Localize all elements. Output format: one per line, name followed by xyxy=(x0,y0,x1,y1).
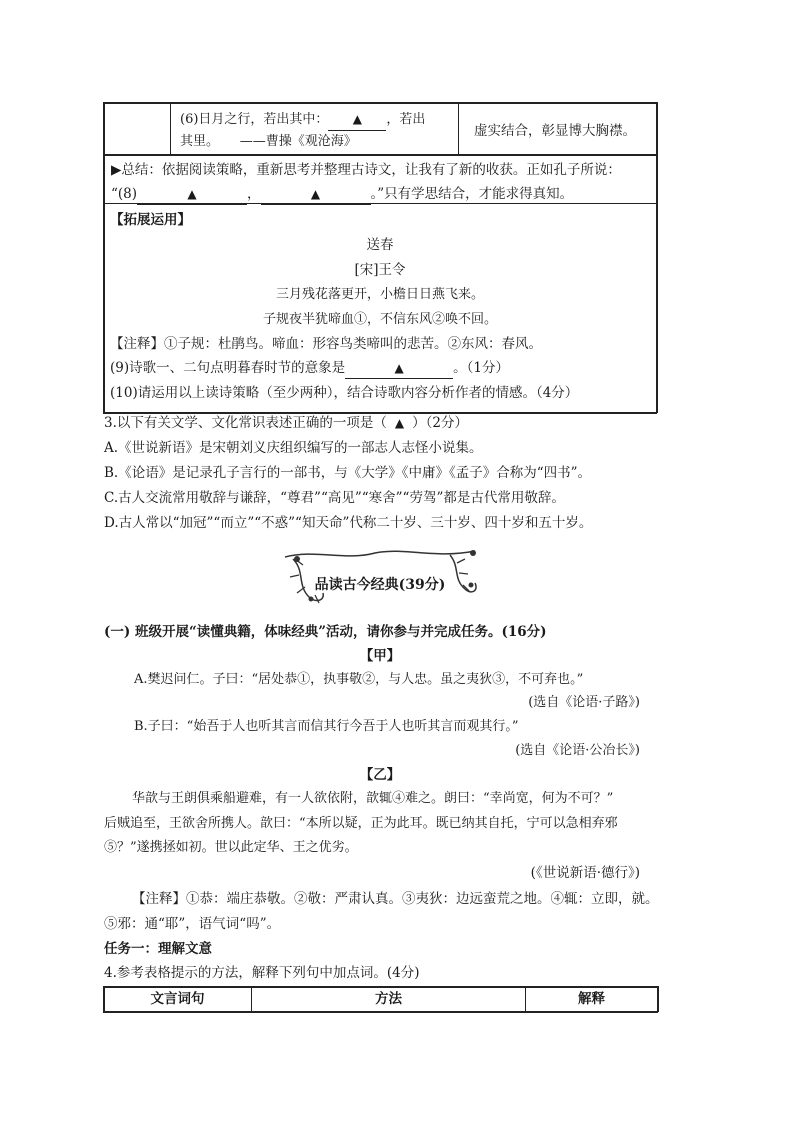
option-b: B.《论语》是记录孔子言行的一部书，与《大学》《中庸》《孟子》合称为“四书”。 xyxy=(104,465,592,481)
yi-label: 【乙】 xyxy=(359,767,401,783)
table2-header-phrase: 文言词句 xyxy=(150,991,205,1007)
yi-line3: ⑤？”遂携拯如初。世以此定华、王之优劣。 xyxy=(104,840,358,855)
poem-line1: 三月残花落更开，小檐日日燕飞来。 xyxy=(275,287,484,302)
poem-line2: 子规夜半犹啼血①，不信东风②唤不回。 xyxy=(262,312,497,327)
jia-b-source: (选自《论语·公冶长》) xyxy=(515,743,640,758)
yi-note-line2: ⑤邪：通“耶”，语气词“吗”。 xyxy=(104,916,281,932)
answer-blank-marker: ▲ xyxy=(394,361,404,375)
answer-blank-marker: ▲ xyxy=(394,416,405,430)
question-3-stem: 3.以下有关文学、文化常识表述正确的一项是（ ▲ ）（2分） xyxy=(104,415,468,431)
table2-header-method: 方法 xyxy=(375,991,402,1007)
section-title: 品读古今经典(39分) xyxy=(314,577,446,593)
poem-note: 【注释】①子规：杜鹃鸟。啼血：形容鸟类啼叫的悲苦。②东风：春风。 xyxy=(110,336,542,352)
question-10: (10)请运用以上读诗策略（至少两种），结合诗歌内容分析作者的情感。（4分） xyxy=(110,385,579,401)
row6-effect: 虚实结合，彰显博大胸襟。 xyxy=(474,123,636,139)
table2-header-explanation: 解释 xyxy=(578,991,605,1007)
poem-title: 送春 xyxy=(366,237,394,253)
answer-blank-marker: ▲ xyxy=(310,187,321,201)
option-c: C.古人交流常用敬辞与谦辞，“尊君”“高见”“寒舍”“劳驾”都是古代常用敬辞。 xyxy=(104,490,565,506)
table-col-divider xyxy=(458,102,459,155)
jia-a-text: A.樊迟问仁。子曰：“居处恭①，执事敬②，与人忠。虽之夷狄③，不可弃也。” xyxy=(134,672,584,687)
yi-line2: 后贼追至，王欲舍所携人。歆曰：“本所以疑，正为此耳。既已纳其自托，宁可以急相弃邪 xyxy=(104,816,618,831)
table-border-right xyxy=(656,102,658,413)
table-row-divider xyxy=(103,154,657,156)
summary-line2: “(8) ▲ ， ▲ 。”只有学思结合，才能求得真知。 xyxy=(111,184,573,205)
table2-border-right xyxy=(657,986,659,1012)
table-border-left xyxy=(103,102,105,413)
yi-source: (《世说新语·德行》) xyxy=(530,865,640,881)
jia-label: 【甲】 xyxy=(359,648,401,664)
answer-blank-marker: ▲ xyxy=(187,187,197,201)
jia-a-source: (选自《论语·子路》) xyxy=(528,695,640,710)
jia-b-text: B.子曰：“始吾于人也听其言而信其行今吾于人也听其言而观其行。” xyxy=(134,719,519,734)
part1-heading: (一) 班级开展“读懂典籍，体味经典”活动，请你参与并完成任务。(16分) xyxy=(104,624,547,640)
row6-line1: (6)日月之行，若出其中： ▲ ，若出 xyxy=(180,109,425,131)
question-9: (9)诗歌一、二句点明暮春时节的意象是 ▲ 。（1分） xyxy=(110,358,509,379)
table2-border-top xyxy=(103,986,658,988)
option-d: D.古人常以“加冠”“而立”“不惑”“知天命”代称二十岁、三十岁、四十岁和五十岁。 xyxy=(104,515,593,531)
poem-author: [宋]王令 xyxy=(354,262,406,278)
table2-border-bottom xyxy=(103,1011,658,1013)
row6-line2: 其里。 ——曹操《观沧海》 xyxy=(180,134,357,149)
yi-note-line1: 【注释】①恭：端庄恭敬。②敬：严肃认真。③夷狄：边远蛮荒之地。④辄：立即，就。 xyxy=(132,891,659,907)
answer-blank-marker: ▲ xyxy=(352,112,363,126)
summary-line1: ▶总结：依据阅读策略，重新思考并整理古诗文，让我有了新的收获。正如孔子所说： xyxy=(111,162,621,178)
question-4: 4.参考表格提示的方法，解释下列句中加点词。(4分) xyxy=(104,965,420,981)
expand-heading: 【拓展运用】 xyxy=(110,212,191,228)
table-border-top xyxy=(103,102,657,104)
yi-line1: 华歆与王朗俱乘船避难，有一人欲依附，歆辄④难之。朗曰：“幸尚宽，何为不可？” xyxy=(132,791,614,806)
table-col-divider xyxy=(170,102,171,155)
task1-heading: 任务一：理解文意 xyxy=(104,941,212,957)
option-a: A.《世说新语》是宋朝刘义庆组织编写的一部志人志怪小说集。 xyxy=(104,440,483,456)
